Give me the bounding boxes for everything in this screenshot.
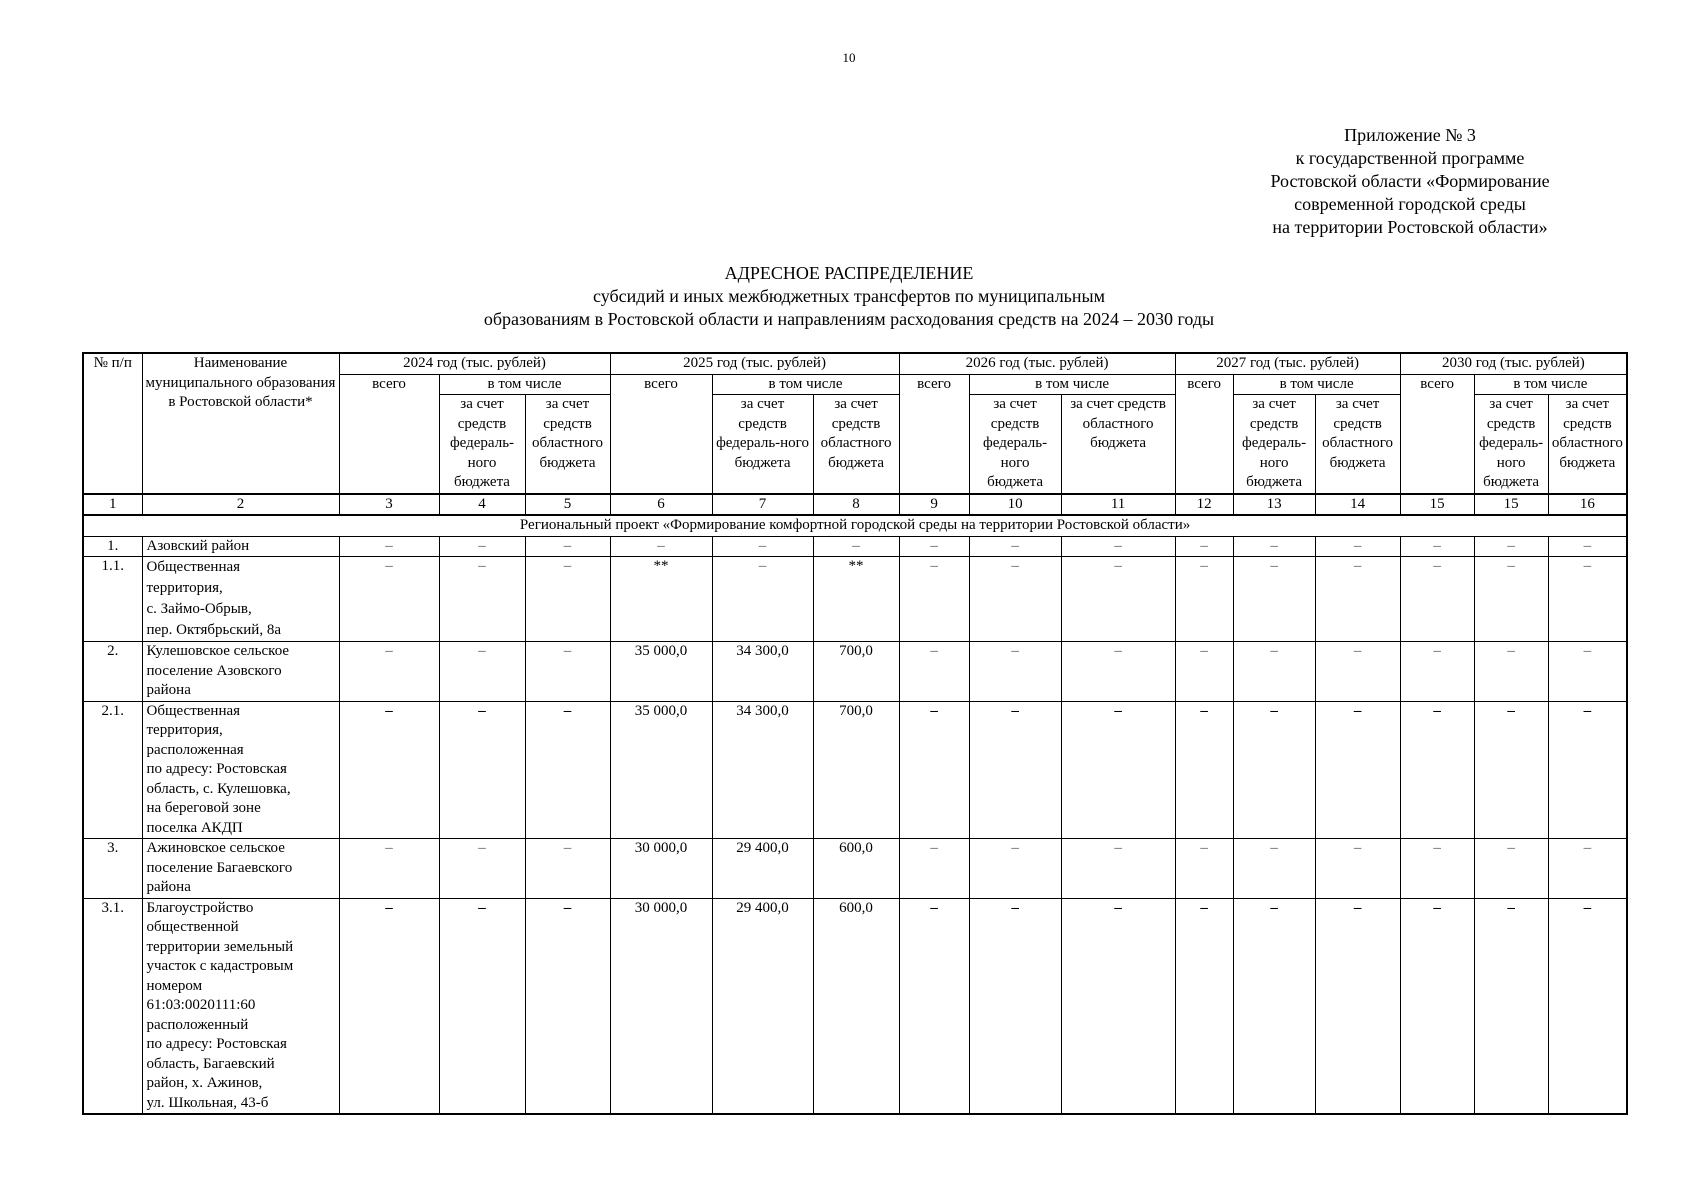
section-title: Региональный проект «Формирование комфортной городской среды на территории Ростовской области» (83, 515, 1627, 536)
row-number: 2. (83, 642, 142, 702)
row-value: – (1548, 536, 1627, 557)
row-value: – (1233, 839, 1315, 899)
row-value: 35 000,0 (610, 701, 712, 839)
table-body (83, 536, 1627, 1114)
row-name-line: ул. Школьная, 43-б (146, 1094, 269, 1111)
row-value: – (899, 557, 969, 642)
column-number: 4 (439, 494, 525, 516)
row-value: – (439, 557, 525, 642)
row-value: – (525, 839, 610, 899)
row-value: 30 000,0 (610, 898, 712, 1114)
row-value: – (969, 898, 1061, 1114)
row-value: – (1233, 642, 1315, 702)
header-federal: за счет средств федераль-ного бюджета (439, 395, 525, 494)
row-value: – (1175, 642, 1233, 702)
row-value: – (1233, 557, 1315, 642)
row-value: – (969, 839, 1061, 899)
row-name-line: 61:03:0020111:60 (146, 997, 256, 1013)
row-name-line: Общественная (146, 559, 241, 575)
row-value: – (1474, 536, 1548, 557)
row-value: – (1400, 642, 1474, 702)
row-name-line: пер. Октябрьский, 8а (146, 622, 281, 638)
table-row (83, 701, 1627, 839)
header-federal: за счет средств федераль-ного бюджета (969, 395, 1061, 494)
row-value: – (1400, 557, 1474, 642)
header-name: Наименование муниципального образования в Ростовской области* (142, 353, 339, 494)
row-value: – (1233, 536, 1315, 557)
row-value: 30 000,0 (610, 839, 712, 899)
row-value: – (1400, 839, 1474, 899)
row-value: – (439, 536, 525, 557)
row-value: – (1548, 642, 1627, 702)
column-number: 14 (1315, 494, 1400, 516)
row-name-line: по адресу: Ростовская (146, 761, 287, 777)
row-value: – (1175, 839, 1233, 899)
row-value: – (525, 536, 610, 557)
column-number: 5 (525, 494, 610, 516)
row-name-line: на береговой зоне (146, 800, 261, 816)
column-number: 15 (1474, 494, 1548, 516)
header-year-2027: 2027 год (тыс. рублей) (1175, 353, 1400, 374)
row-name (142, 642, 339, 702)
row-value: – (1474, 839, 1548, 899)
table-row (83, 642, 1627, 702)
row-value: – (525, 642, 610, 702)
row-value: – (1175, 557, 1233, 642)
row-number: 1. (83, 536, 142, 557)
row-value: – (899, 701, 969, 839)
row-name-line: поселение Багаевского (146, 859, 293, 876)
row-name (142, 839, 339, 899)
row-value: – (1400, 898, 1474, 1114)
header-year-2024: 2024 год (тыс. рублей) (339, 353, 610, 374)
title-line-1: АДРЕСНОЕ РАСПРЕДЕЛЕНИЕ (724, 263, 974, 283)
row-value: – (1061, 701, 1175, 839)
header-num: № п/п (83, 353, 142, 494)
row-value: – (439, 642, 525, 702)
row-value: – (1548, 839, 1627, 899)
table-row (83, 557, 1627, 642)
row-name-line: участок с кадастровым (146, 958, 294, 974)
row-value: – (969, 701, 1061, 839)
section-row (83, 515, 1627, 536)
row-value: – (1548, 701, 1627, 839)
row-value: – (1474, 642, 1548, 702)
row-value: – (1061, 557, 1175, 642)
row-name-line: расположенная (146, 741, 244, 758)
row-value: ** (610, 557, 712, 642)
row-name-line: район, х. Ажинов, (146, 1075, 263, 1091)
row-name (142, 557, 339, 642)
appendix-line: Ростовской области «Формирование (1270, 171, 1550, 191)
header-federal: за счет средств федераль-ного бюджета (1474, 395, 1548, 494)
column-number: 13 (1233, 494, 1315, 516)
row-value: – (1474, 557, 1548, 642)
row-value: – (1061, 536, 1175, 557)
row-value: – (1233, 898, 1315, 1114)
row-value: – (899, 642, 969, 702)
row-name (142, 701, 339, 839)
row-name-line: общественной (146, 919, 239, 935)
row-value: – (1175, 536, 1233, 557)
row-value: – (712, 536, 813, 557)
row-value: – (1061, 642, 1175, 702)
row-value: – (439, 898, 525, 1114)
row-value: – (525, 701, 610, 839)
column-number: 12 (1175, 494, 1233, 516)
header-including: в том числе (969, 374, 1175, 395)
header-regional: за счет средств областного бюджета (1315, 395, 1400, 494)
row-value: – (1474, 898, 1548, 1114)
row-number: 1.1. (83, 557, 142, 642)
row-name-line: района (146, 682, 191, 698)
row-value: 29 400,0 (712, 839, 813, 899)
row-value: – (899, 839, 969, 899)
row-value: 600,0 (813, 839, 899, 899)
page-number: 10 (842, 50, 856, 65)
table-row (83, 536, 1627, 557)
row-value: – (899, 536, 969, 557)
row-name-line: территории земельный (146, 938, 294, 955)
row-name-line: область, с. Кулешовка, (146, 780, 291, 797)
table-row (83, 839, 1627, 899)
row-value: 29 400,0 (712, 898, 813, 1114)
row-name-line: территория, (146, 580, 223, 596)
column-number: 9 (899, 494, 969, 516)
column-number: 11 (1061, 494, 1175, 516)
column-number: 3 (339, 494, 439, 516)
row-value: – (899, 898, 969, 1114)
column-number: 16 (1548, 494, 1627, 516)
column-numbers-row (83, 494, 1627, 516)
title-line-2: субсидий и иных межбюджетных трансфертов по муниципальным (592, 286, 1106, 306)
row-number: 2.1. (83, 701, 142, 839)
header-including: в том числе (1233, 374, 1400, 395)
header-year-2026: 2026 год (тыс. рублей) (899, 353, 1175, 374)
row-name-line: Ажиновское сельское (146, 840, 285, 856)
row-value: – (969, 557, 1061, 642)
row-value: 600,0 (813, 898, 899, 1114)
row-value: – (339, 536, 439, 557)
header-including: в том числе (712, 374, 899, 395)
header-regional: за счет средств областного бюджета (1061, 395, 1175, 494)
row-value: – (1315, 701, 1400, 839)
document-title (0, 262, 1698, 331)
row-value: – (439, 701, 525, 839)
row-name-line: Благоустройство (146, 899, 254, 916)
table-row (83, 898, 1627, 1114)
row-name-line: Общественная (146, 702, 241, 719)
row-value: – (1400, 536, 1474, 557)
row-value: – (1548, 898, 1627, 1114)
row-value: – (1474, 701, 1548, 839)
row-name-line: расположенный (146, 1016, 249, 1033)
row-value: – (525, 557, 610, 642)
header-including: в том числе (1474, 374, 1627, 395)
header-total: всего (610, 374, 712, 494)
appendix-note (1200, 124, 1620, 239)
header-total: всего (899, 374, 969, 494)
appendix-line: Приложение № 3 (1344, 125, 1476, 145)
distribution-table (82, 352, 1628, 1115)
header-including: в том числе (439, 374, 610, 395)
column-number: 15 (1400, 494, 1474, 516)
row-value: – (339, 642, 439, 702)
column-number: 6 (610, 494, 712, 516)
row-name-line: Кулешовское сельское (146, 643, 290, 659)
row-value: – (1315, 557, 1400, 642)
row-value: – (1061, 898, 1175, 1114)
row-value: – (1315, 839, 1400, 899)
header-total: всего (1400, 374, 1474, 494)
row-value: 700,0 (813, 642, 899, 702)
row-value: 700,0 (813, 701, 899, 839)
column-number: 7 (712, 494, 813, 516)
row-value: – (1548, 557, 1627, 642)
row-name-line: поселка АКДП (146, 819, 243, 836)
header-federal: за счет средств федераль-ного бюджета (1233, 395, 1315, 494)
header-regional: за счет средств областного бюджета (813, 395, 899, 494)
row-value: – (1175, 701, 1233, 839)
header-year-2025: 2025 год (тыс. рублей) (610, 353, 899, 374)
row-value: – (1175, 898, 1233, 1114)
row-value: – (610, 536, 712, 557)
header-total: всего (1175, 374, 1233, 494)
row-name (142, 898, 339, 1114)
row-value: – (339, 701, 439, 839)
row-value: ** (813, 557, 899, 642)
row-name-line: область, Багаевский (146, 1055, 275, 1072)
row-value: – (1315, 898, 1400, 1114)
row-name-line: по адресу: Ростовская (146, 1036, 287, 1052)
row-value: – (439, 839, 525, 899)
row-value: – (525, 898, 610, 1114)
row-value: – (1315, 642, 1400, 702)
row-name-line: с. Займо-Обрыв, (146, 601, 252, 617)
column-number: 1 (83, 494, 142, 516)
appendix-line: к государственной программе (1295, 148, 1525, 168)
row-value: 34 300,0 (712, 701, 813, 839)
row-value: – (969, 642, 1061, 702)
header-regional: за счет средств областного бюджета (1548, 395, 1627, 494)
row-value: – (1061, 839, 1175, 899)
row-number: 3.1. (83, 898, 142, 1114)
row-name-line: поселение Азовского (146, 662, 282, 679)
row-name-line: района (146, 879, 191, 895)
header-total: всего (339, 374, 439, 494)
row-value: – (1233, 701, 1315, 839)
row-value: – (339, 557, 439, 642)
column-number: 8 (813, 494, 899, 516)
row-number: 3. (83, 839, 142, 899)
table-header (83, 353, 1627, 536)
header-regional: за счет средств областного бюджета (525, 395, 610, 494)
row-value: 34 300,0 (712, 642, 813, 702)
row-value: 35 000,0 (610, 642, 712, 702)
row-name-line: территория, (146, 722, 223, 738)
row-name-line: номером (146, 977, 203, 994)
row-value: – (1400, 701, 1474, 839)
appendix-line: на территории Ростовской области» (1272, 217, 1548, 237)
header-year-2030: 2030 год (тыс. рублей) (1400, 353, 1627, 374)
column-number: 10 (969, 494, 1061, 516)
appendix-line: современной городской среды (1294, 194, 1526, 214)
row-name (142, 536, 339, 557)
title-line-3: образованиям в Ростовской области и направлениям расходования средств на 2024 – 2030 годы (483, 309, 1215, 329)
header-federal: за счет средств федераль-ного бюджета (712, 395, 813, 494)
row-value: – (969, 536, 1061, 557)
row-value: – (1315, 536, 1400, 557)
row-value: – (339, 839, 439, 899)
row-value: – (339, 898, 439, 1114)
row-value: – (712, 557, 813, 642)
row-name-line: Азовский район (146, 537, 250, 554)
column-number: 2 (142, 494, 339, 516)
row-value: – (813, 536, 899, 557)
